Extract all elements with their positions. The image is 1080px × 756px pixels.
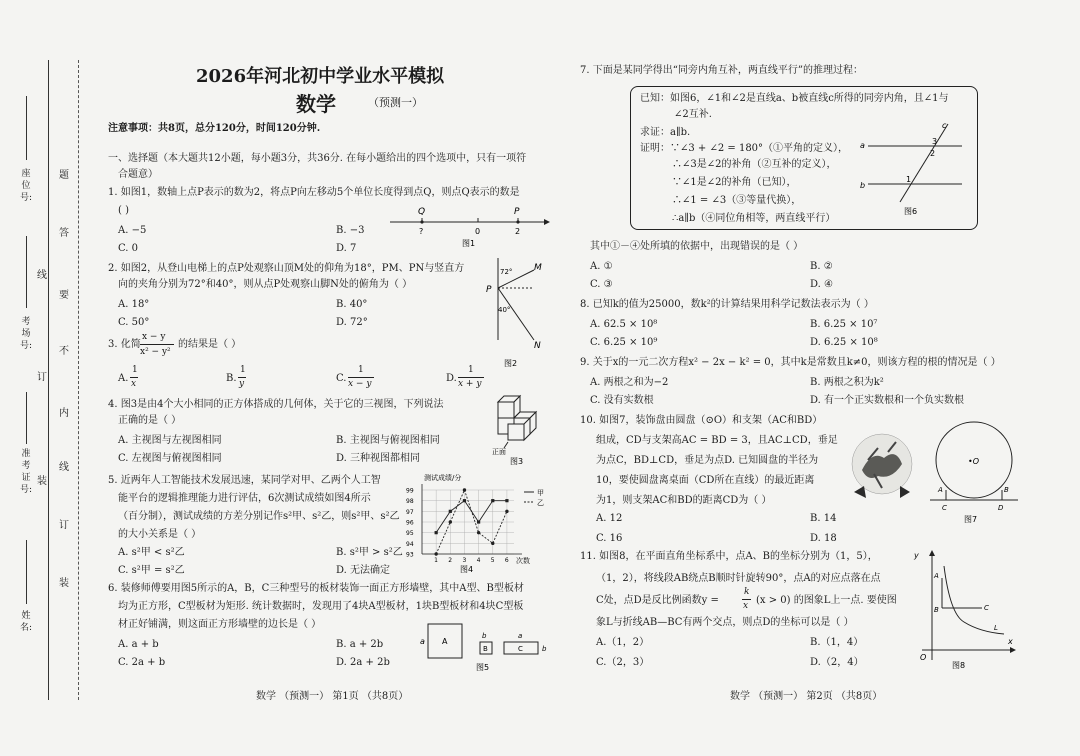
board-a-label: A xyxy=(442,637,448,646)
q3-numerator: x − y xyxy=(142,332,166,342)
q7-option-b[interactable]: B. ② xyxy=(810,261,833,272)
name-field[interactable] xyxy=(26,540,27,604)
binding-dash-line xyxy=(78,60,79,700)
series-jia-point xyxy=(491,499,494,502)
board-a-side: a xyxy=(420,637,425,646)
board-c-label: C xyxy=(518,645,523,653)
margin-xian: 线 xyxy=(59,462,69,473)
q11-option-d[interactable]: D.（2，4） xyxy=(810,657,864,668)
q3-denominator: x² − y² xyxy=(140,347,171,357)
exam-room-field[interactable] xyxy=(26,236,27,308)
q8-option-b[interactable]: B. 6.25 × 10⁷ xyxy=(810,319,878,330)
margin-ti: 题 xyxy=(59,170,69,181)
series-jia-point xyxy=(505,499,508,502)
x-tick-label: 6 xyxy=(504,557,509,564)
margin-mark-xian: 线 xyxy=(37,270,47,281)
figure-7-plate-diagram xyxy=(926,420,1022,524)
ticket-number-field[interactable] xyxy=(26,392,27,444)
q7-given-2: ∠2互补. xyxy=(674,109,712,120)
y-tick-label: 96 xyxy=(406,519,414,527)
q7-option-a[interactable]: A. ① xyxy=(590,261,613,272)
q11-stem-3: C处，点D是反比例函数y = xyxy=(596,595,719,606)
point-m-label: M xyxy=(534,263,542,273)
point-p-label: P xyxy=(486,285,492,295)
q9-option-b[interactable]: B. 两根之积为k² xyxy=(810,377,884,388)
q9-option-d[interactable]: D. 有一个正实数根和一个负实数根 xyxy=(810,395,965,406)
q5-option-c[interactable]: C. s²甲 = s²乙 xyxy=(118,565,185,576)
q10-stem-3: 为点C，BD⊥CD，垂足为点D. 已知圆盘的半径为 xyxy=(596,455,819,466)
q8-option-d[interactable]: D. 6.25 × 10⁸ xyxy=(810,337,878,348)
q5-option-a[interactable]: A. s²甲 < s²乙 xyxy=(118,547,185,558)
binding-margin xyxy=(0,0,82,756)
q11-stem-1: 11. 如图8，在平面直角坐标系中，点A、B的坐标分别为（1，5）， xyxy=(580,551,878,562)
footer-page-1: 数学 （预测一） 第1页 （共8页） xyxy=(256,691,409,702)
notice: 注意事项：共8页，总分120分，时间120分钟. xyxy=(108,123,321,134)
q11-k-denominator: x xyxy=(743,601,749,611)
y-tick-label: 98 xyxy=(406,498,414,506)
figure-2-angles xyxy=(484,254,546,372)
series-yi-point xyxy=(477,531,480,534)
board-c-top: a xyxy=(518,632,523,640)
footer-page-2: 数学 （预测一） 第2页 （共8页） xyxy=(730,691,883,702)
margin-mark-zhuang: 装 xyxy=(37,476,47,487)
margin-yao: 要 xyxy=(59,290,69,301)
q6-option-a[interactable]: A. a + b xyxy=(118,639,159,650)
exam-room-label: 考场号: xyxy=(20,317,33,351)
series-yi-point xyxy=(434,552,437,555)
q5-stem-2: 能平台的逻辑推理能力进行评估，6次测试成绩如图4所示 xyxy=(118,493,371,504)
q8-stem: 8. 已知k的值为25000，数k²的计算结果用科学记数法表示为（ ） xyxy=(580,299,874,310)
x-tick-label: 1 xyxy=(434,557,438,564)
q8-option-a[interactable]: A. 62.5 × 10⁸ xyxy=(590,319,658,330)
point-d-label: D xyxy=(998,504,1004,512)
q4-stem-2: 正确的是（ ） xyxy=(118,415,182,426)
q3-stem-tail: 的结果是（ ） xyxy=(178,339,242,350)
figure-6-parallel-lines xyxy=(858,118,970,220)
q6-option-b[interactable]: B. a + 2b xyxy=(336,639,384,650)
q11-option-b[interactable]: B.（1，4） xyxy=(810,637,864,648)
q1-option-a[interactable]: A. −5 xyxy=(118,225,147,236)
q3-fraction-bar xyxy=(140,344,174,345)
q2-option-a[interactable]: A. 18° xyxy=(118,299,150,310)
q7-proof-2: ∴∠3是∠2的补角（②互补的定义）， xyxy=(672,159,837,170)
q3-d-den: x + y xyxy=(458,379,482,389)
q10-option-b[interactable]: B. 14 xyxy=(810,513,837,524)
q2-stem-2: 向的夹角分别为72°和40°，则从点P处观察山脚N处的俯角为（ ） xyxy=(118,279,413,290)
q7-stem: 7. 下面是某同学得出“同旁内角互补，两直线平行”的推理过程： xyxy=(580,65,863,76)
y-axis-label: y xyxy=(914,551,919,560)
margin-da: 答 xyxy=(59,228,69,239)
y-tick-label: 93 xyxy=(406,551,414,559)
q3-option-c[interactable]: C. xyxy=(336,373,347,384)
q7-proof-3: ∵∠1是∠2的补角（已知）， xyxy=(672,177,797,188)
point-b-label: B xyxy=(1004,486,1009,494)
figure-4-caption: 图4 xyxy=(460,565,474,574)
q4-option-a[interactable]: A. 主视图与左视图相同 xyxy=(118,435,222,446)
axis-zero-label: 0 xyxy=(475,227,481,236)
margin-bu: 不 xyxy=(59,346,69,357)
q5-option-b[interactable]: B. s²甲 > s²乙 xyxy=(336,547,403,558)
axis-p-label: P xyxy=(514,207,520,217)
q11-k-numerator: k xyxy=(744,587,750,597)
q4-option-b[interactable]: B. 主视图与俯视图相同 xyxy=(336,435,440,446)
seat-number-field[interactable] xyxy=(26,96,27,160)
q1-stem-1: 1. 如图1，数轴上点P表示的数为2，将点P向左移动5个单位长度得到点Q，则点Q表示的数是 xyxy=(108,187,520,198)
q3-d-num: 1 xyxy=(468,365,474,375)
margin-nei: 内 xyxy=(59,408,69,419)
x-tick-label: 4 xyxy=(476,557,481,564)
q11-option-a[interactable]: A.（1，2） xyxy=(596,637,650,648)
x-tick-label: 5 xyxy=(490,557,495,564)
q1-option-d[interactable]: D. 7 xyxy=(336,243,357,254)
series-yi-point xyxy=(505,510,508,513)
board-b-side: b xyxy=(482,632,487,640)
section1-heading-2: 合题意） xyxy=(118,169,158,180)
legend-jia-label: 甲 xyxy=(537,489,544,497)
q3-c-num: 1 xyxy=(358,365,364,375)
y-tick-label: 97 xyxy=(406,508,414,516)
q11-option-c[interactable]: C.（2，3） xyxy=(596,657,650,668)
q7-given-1: 已知：如图6，∠1和∠2是直线a、b被直线c所得的同旁内角，且∠1与 xyxy=(640,93,949,104)
x-axis-label: x xyxy=(1008,637,1013,646)
point-a-label: A xyxy=(938,486,943,494)
edition-label: （预测一） xyxy=(368,96,423,109)
q2-option-c[interactable]: C. 50° xyxy=(118,317,150,328)
q6-stem-1: 6. 装修师傅要用图5所示的A，B，C三种型号的板材装饰一面正方形墙壁，其中A型、B型板材 xyxy=(108,583,524,594)
q11-stem-3b: (x > 0) 的图象L上一点. 要使图 xyxy=(756,595,897,606)
angle-3-label: 3 xyxy=(932,137,938,146)
q2-option-d[interactable]: D. 72° xyxy=(336,317,368,328)
q2-option-b[interactable]: B. 40° xyxy=(336,299,368,310)
q5-stem-4: 的大小关系是（ ） xyxy=(118,529,202,540)
q3-b-num: 1 xyxy=(240,365,246,375)
q10-option-d[interactable]: D. 18 xyxy=(810,533,837,544)
margin-zhuang: 装 xyxy=(59,578,69,589)
axis-two-label: 2 xyxy=(515,227,521,236)
point-c-label: C xyxy=(942,504,947,512)
series-yi-point xyxy=(491,542,494,545)
series-jia-point xyxy=(435,531,438,534)
q10-stem-1: 10. 如图7，装饰盘由圆盘（⊙O）和支架（AC和BD） xyxy=(580,415,823,426)
series-jia-point xyxy=(463,499,466,502)
seat-number-label: 座位号: xyxy=(20,169,33,203)
decorative-plate-image xyxy=(848,430,918,504)
q3-b-den: y xyxy=(239,379,245,389)
origin-label: O xyxy=(920,653,927,662)
figure-4-line-chart xyxy=(404,470,554,574)
board-c-side: b xyxy=(542,645,547,653)
figure-3-caption: 图3 xyxy=(510,457,524,466)
figure-8-coordinate-plane xyxy=(904,548,1018,672)
point-b-label: B xyxy=(934,606,939,614)
axis-q-label: Q xyxy=(418,207,426,217)
q7-proof-1: 证明：∵∠3 + ∠2 = 180°（①平角的定义）， xyxy=(640,143,849,154)
margin-ding: 订 xyxy=(59,520,69,531)
line-c-label: c xyxy=(942,121,947,130)
q9-stem: 9. 关于x的一元二次方程x² − 2x − k² = 0，其中k是常数且k≠0，则该方程的根的情况是（ ） xyxy=(580,357,1001,368)
binding-border-line xyxy=(48,60,49,700)
q9-option-c[interactable]: C. 没有实数根 xyxy=(590,395,654,406)
q8-option-c[interactable]: C. 6.25 × 10⁹ xyxy=(590,337,658,348)
q4-option-c[interactable]: C. 左视图与俯视图相同 xyxy=(118,453,222,464)
figure-1-caption: 图1 xyxy=(462,239,476,248)
y-tick-label: 95 xyxy=(406,530,414,538)
q4-stem-1: 4. 图3是由4个大小相同的正方体搭成的几何体，关于它的三视图，下列说法 xyxy=(108,399,444,410)
q7-option-c[interactable]: C. ③ xyxy=(590,279,613,290)
q7-option-d[interactable]: D. ④ xyxy=(810,279,833,290)
front-view-label: 正面 xyxy=(492,448,506,456)
q11-stem-2: （1，2），将线段AB绕点B顺时针旋转90°，点A的对应点落在点 xyxy=(596,573,881,584)
q10-stem-2: 组成，CD与支架高AC = BD = 3，且AC⊥CD，垂足 xyxy=(596,435,838,446)
q10-stem-4: 10，要使圆盘离桌面（CD所在直线）的最近距离 xyxy=(596,475,815,486)
exam-title: 2026年河北初中学业水平模拟 xyxy=(196,66,445,87)
q6-stem-3: 材正好铺满，则这面正方形墙壁的边长是（ ） xyxy=(118,619,322,630)
q3-c-den: x − y xyxy=(348,379,372,389)
q10-option-a[interactable]: A. 12 xyxy=(596,513,623,524)
angle-2-label: 2 xyxy=(930,149,936,158)
q5-stem-3: （百分制），测试成绩的方差分别记作s²甲、s²乙，则s²甲、s²乙 xyxy=(118,511,400,522)
legend-yi-label: 乙 xyxy=(537,499,544,507)
q3-a-den: x xyxy=(131,379,137,389)
q7-proof-5: ∴a∥b（④同位角相等，两直线平行） xyxy=(672,213,836,224)
point-c-label: C xyxy=(984,604,989,612)
series-jia-point xyxy=(449,510,452,513)
figure-6-caption: 图6 xyxy=(904,207,918,216)
q9-option-a[interactable]: A. 两根之和为−2 xyxy=(590,377,669,388)
figure-5-caption: 图5 xyxy=(476,663,490,672)
angle-72-label: 72° xyxy=(500,268,513,276)
x-tick-label: 2 xyxy=(448,557,453,564)
axis-unknown-label: ? xyxy=(419,227,424,236)
series-jia-line xyxy=(436,501,507,533)
point-a-label: A xyxy=(934,572,939,580)
line-a-label: a xyxy=(860,141,865,150)
q2-stem-1: 2. 如图2，从登山电梯上的点P处观察山顶M处的仰角为18°，PM、PN与竖直方 xyxy=(108,263,465,274)
figure-8-caption: 图8 xyxy=(952,661,966,670)
figure-3-cubes xyxy=(490,388,546,468)
figure-1-number-line xyxy=(386,202,552,250)
x-tick-label: 3 xyxy=(462,557,467,564)
ticket-number-label: 准考证号: xyxy=(20,449,33,495)
q4-option-d[interactable]: D. 三种视图都相同 xyxy=(336,453,421,464)
q3-stem: 3. 化简 xyxy=(108,339,141,350)
q3-option-b[interactable]: B. xyxy=(226,373,237,384)
series-yi-point xyxy=(463,488,466,491)
board-b-label: B xyxy=(483,645,488,653)
q1-stem-2: ( ) xyxy=(118,205,129,216)
point-n-label: N xyxy=(534,341,541,351)
figure-7-caption: 图7 xyxy=(964,515,978,524)
name-label: 姓名: xyxy=(20,611,33,633)
q10-option-c[interactable]: C. 16 xyxy=(596,533,623,544)
chart-title: 测试成绩/分 xyxy=(424,474,462,482)
y-tick-label: 99 xyxy=(406,487,414,495)
figure-5-boards xyxy=(418,618,552,674)
curve-l-label: L xyxy=(994,624,998,632)
q11-stem-4: 象L与折线AB—BC有两个交点，则点D的坐标可以是（ ） xyxy=(596,617,854,628)
q5-stem-1: 5. 近两年人工智能技术发展迅速，某同学对甲、乙两个人工智 xyxy=(108,475,381,486)
center-o-label: •O xyxy=(968,457,980,466)
q3-option-a[interactable]: A. xyxy=(118,373,129,384)
subject-title: 数学 xyxy=(296,92,336,116)
figure-2-caption: 图2 xyxy=(504,359,518,368)
x-axis-label: 次数 xyxy=(516,557,530,565)
q6-option-c[interactable]: C. 2a + b xyxy=(118,657,166,668)
q3-a-num: 1 xyxy=(132,365,138,375)
q7-prove: 求证：a∥b. xyxy=(640,127,691,138)
series-yi-point xyxy=(449,520,452,523)
q6-option-d[interactable]: D. 2a + 2b xyxy=(336,657,390,668)
line-b-label: b xyxy=(860,181,866,190)
angle-40-label: 40° xyxy=(498,306,511,314)
section1-heading-1: 一、选择题（本大题共12小题，每小题3分，共36分. 在每小题给出的四个选项中，只有一项符 xyxy=(108,153,527,164)
q5-option-d[interactable]: D. 无法确定 xyxy=(336,565,391,576)
q7-question: 其中①－④处所填的依据中，出现错误的是（ ） xyxy=(590,241,804,252)
q1-option-b[interactable]: B. −3 xyxy=(336,225,365,236)
q3-option-d[interactable]: D. xyxy=(446,373,457,384)
q6-stem-2: 均为正方形，C型板材为矩形. 统计数据时，发现用了4块A型板材，1块B型板材和4块C型板 xyxy=(118,601,524,612)
margin-mark-ding: 订 xyxy=(37,372,47,383)
y-tick-label: 94 xyxy=(406,540,414,548)
series-jia-point xyxy=(477,520,480,523)
q1-option-c[interactable]: C. 0 xyxy=(118,243,139,254)
q7-proof-4: ∴∠1 = ∠3（③等量代换）， xyxy=(672,195,802,206)
q10-stem-5: 为1，则支架AC和BD的距离CD为（ ） xyxy=(596,495,772,506)
angle-1-label: 1 xyxy=(906,175,912,184)
